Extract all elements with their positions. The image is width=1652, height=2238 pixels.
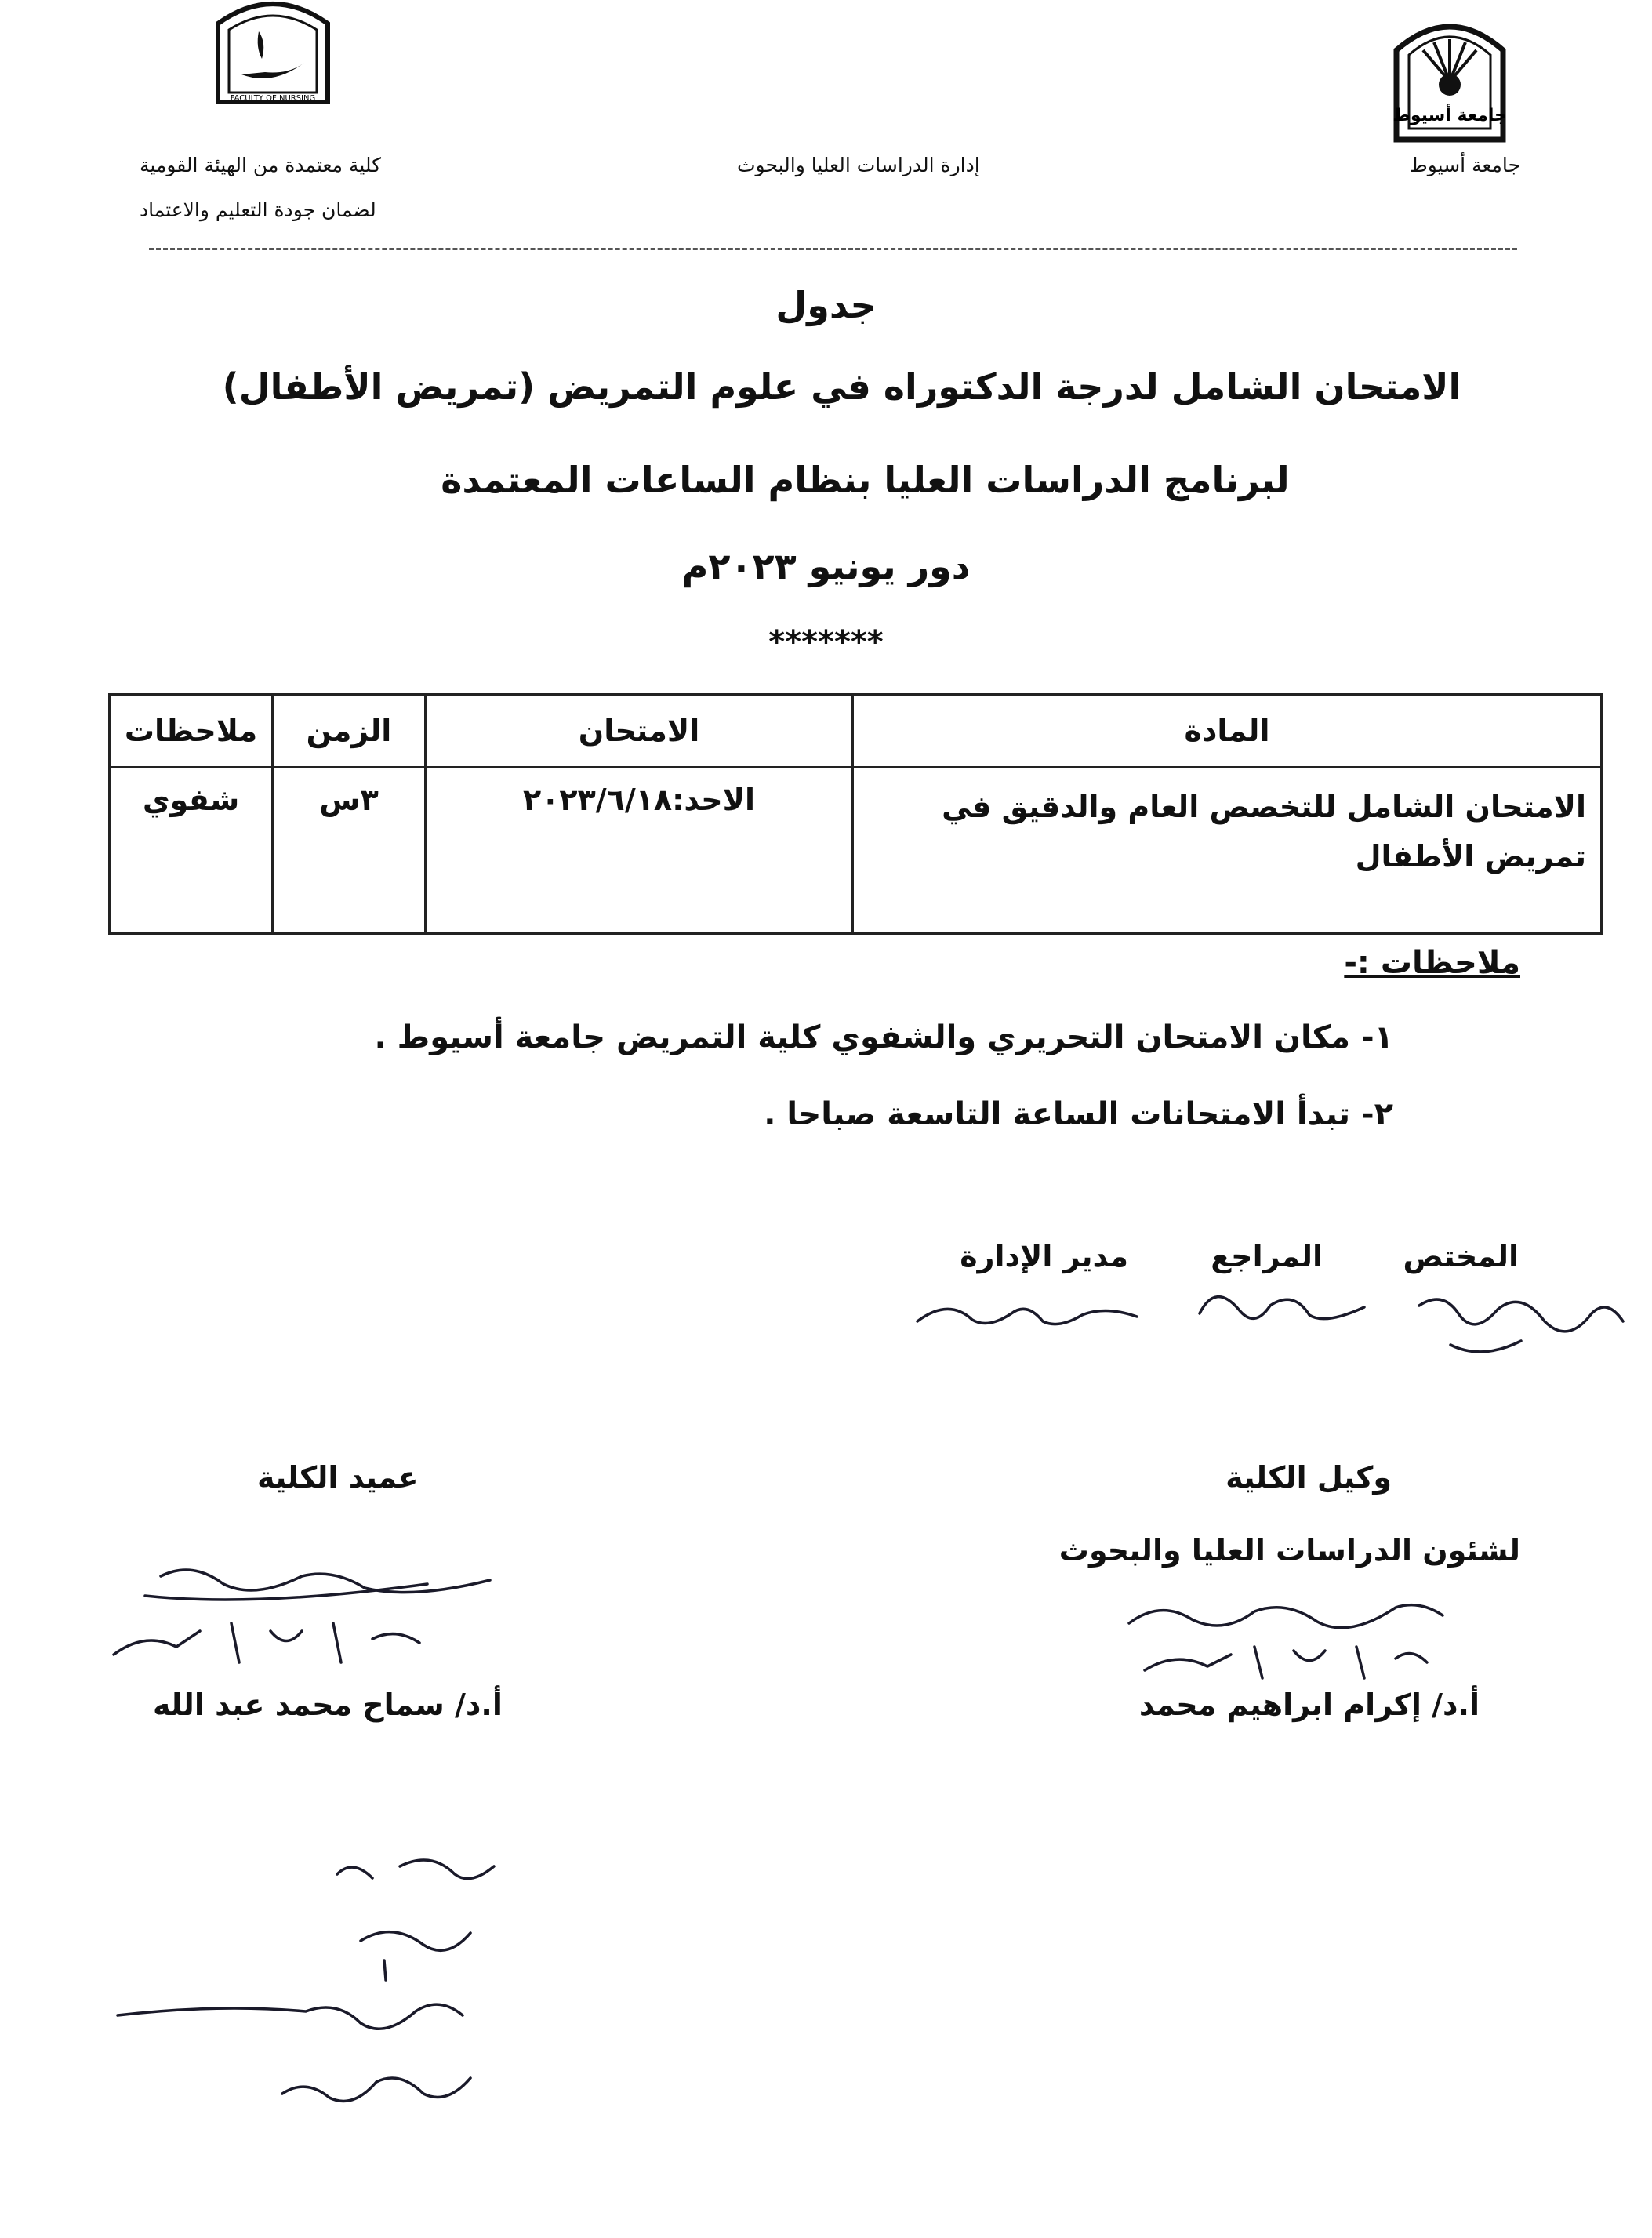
note-item-2: ٢- تبدأ الامتحانات الساعة التاسعة صباحا .: [764, 1096, 1393, 1132]
university-name: جامعة أسيوط: [1409, 154, 1520, 176]
dean-name: أ.د/ سماح محمد عبد الله: [153, 1688, 503, 1722]
vice-dean-title: وكيل الكلية: [1225, 1460, 1392, 1495]
title-line-4: دور يونيو ٢٠٢٣م: [681, 545, 971, 587]
header-exam: الامتحان: [426, 695, 853, 768]
title-line-1: جدول: [775, 284, 877, 326]
handwritten-approval-note: [102, 1843, 572, 2117]
vice-dean-name: أ.د/ إكرام ابراهيم محمد: [1138, 1688, 1480, 1722]
accreditation-line-1: كلية معتمدة من الهيئة القومية: [140, 154, 382, 176]
header-subject: المادة: [853, 695, 1602, 768]
notes-heading: ملاحظات :-: [1344, 945, 1520, 981]
faculty-logo-text: FACULTY OF NURSING: [230, 94, 316, 103]
table-header-row: [110, 695, 1602, 768]
faculty-of-nursing-logo: [210, 0, 336, 110]
title-stars: *******: [768, 624, 884, 660]
cell-time: ٣س: [273, 768, 426, 934]
exam-schedule-table: [108, 693, 1603, 935]
cell-exam: الاحد:٢٠٢٣/٦/١٨: [426, 768, 853, 934]
dean-title: عميد الكلية: [257, 1460, 419, 1495]
university-logo-text: جامعة أسيوط: [1392, 106, 1507, 125]
table-row: [110, 768, 1602, 934]
label-specialist: المختص: [1403, 1239, 1519, 1273]
cell-notes: شفوي: [110, 768, 273, 934]
department-name: إدارة الدراسات العليا والبحوث: [737, 154, 980, 176]
accreditation-line-2: لضمان جودة التعليم والاعتماد: [140, 198, 376, 221]
title-line-2: الامتحان الشامل لدرجة الدكتوراه في علوم التمريض (تمريض الأطفال): [222, 365, 1461, 408]
subject-line-1: الامتحان الشامل للتخصص العام والدقيق في: [942, 790, 1586, 824]
committee-handwritten-signatures: [902, 1266, 1631, 1368]
cell-subject: [853, 768, 1602, 934]
header-notes: ملاحظات: [110, 695, 273, 768]
assiut-university-logo: [1392, 11, 1508, 143]
header-time: الزمن: [273, 695, 426, 768]
header-divider: [149, 248, 1517, 250]
note-item-1: ١- مكان الامتحان التحريري والشفوي كلية التمريض جامعة أسيوط .: [374, 1019, 1393, 1055]
vice-dean-signature: [1113, 1584, 1458, 1686]
label-manager: مدير الإدارة: [960, 1239, 1128, 1273]
title-line-3: لبرنامج الدراسات العليا بنظام الساعات المعتمدة: [441, 459, 1290, 501]
label-reviewer: المراجع: [1211, 1239, 1323, 1273]
subject-line-2: تمريض الأطفال: [1355, 838, 1586, 874]
dean-signature: [98, 1553, 506, 1678]
vice-dean-subtitle: لشئون الدراسات العليا والبحوث: [1058, 1533, 1520, 1568]
